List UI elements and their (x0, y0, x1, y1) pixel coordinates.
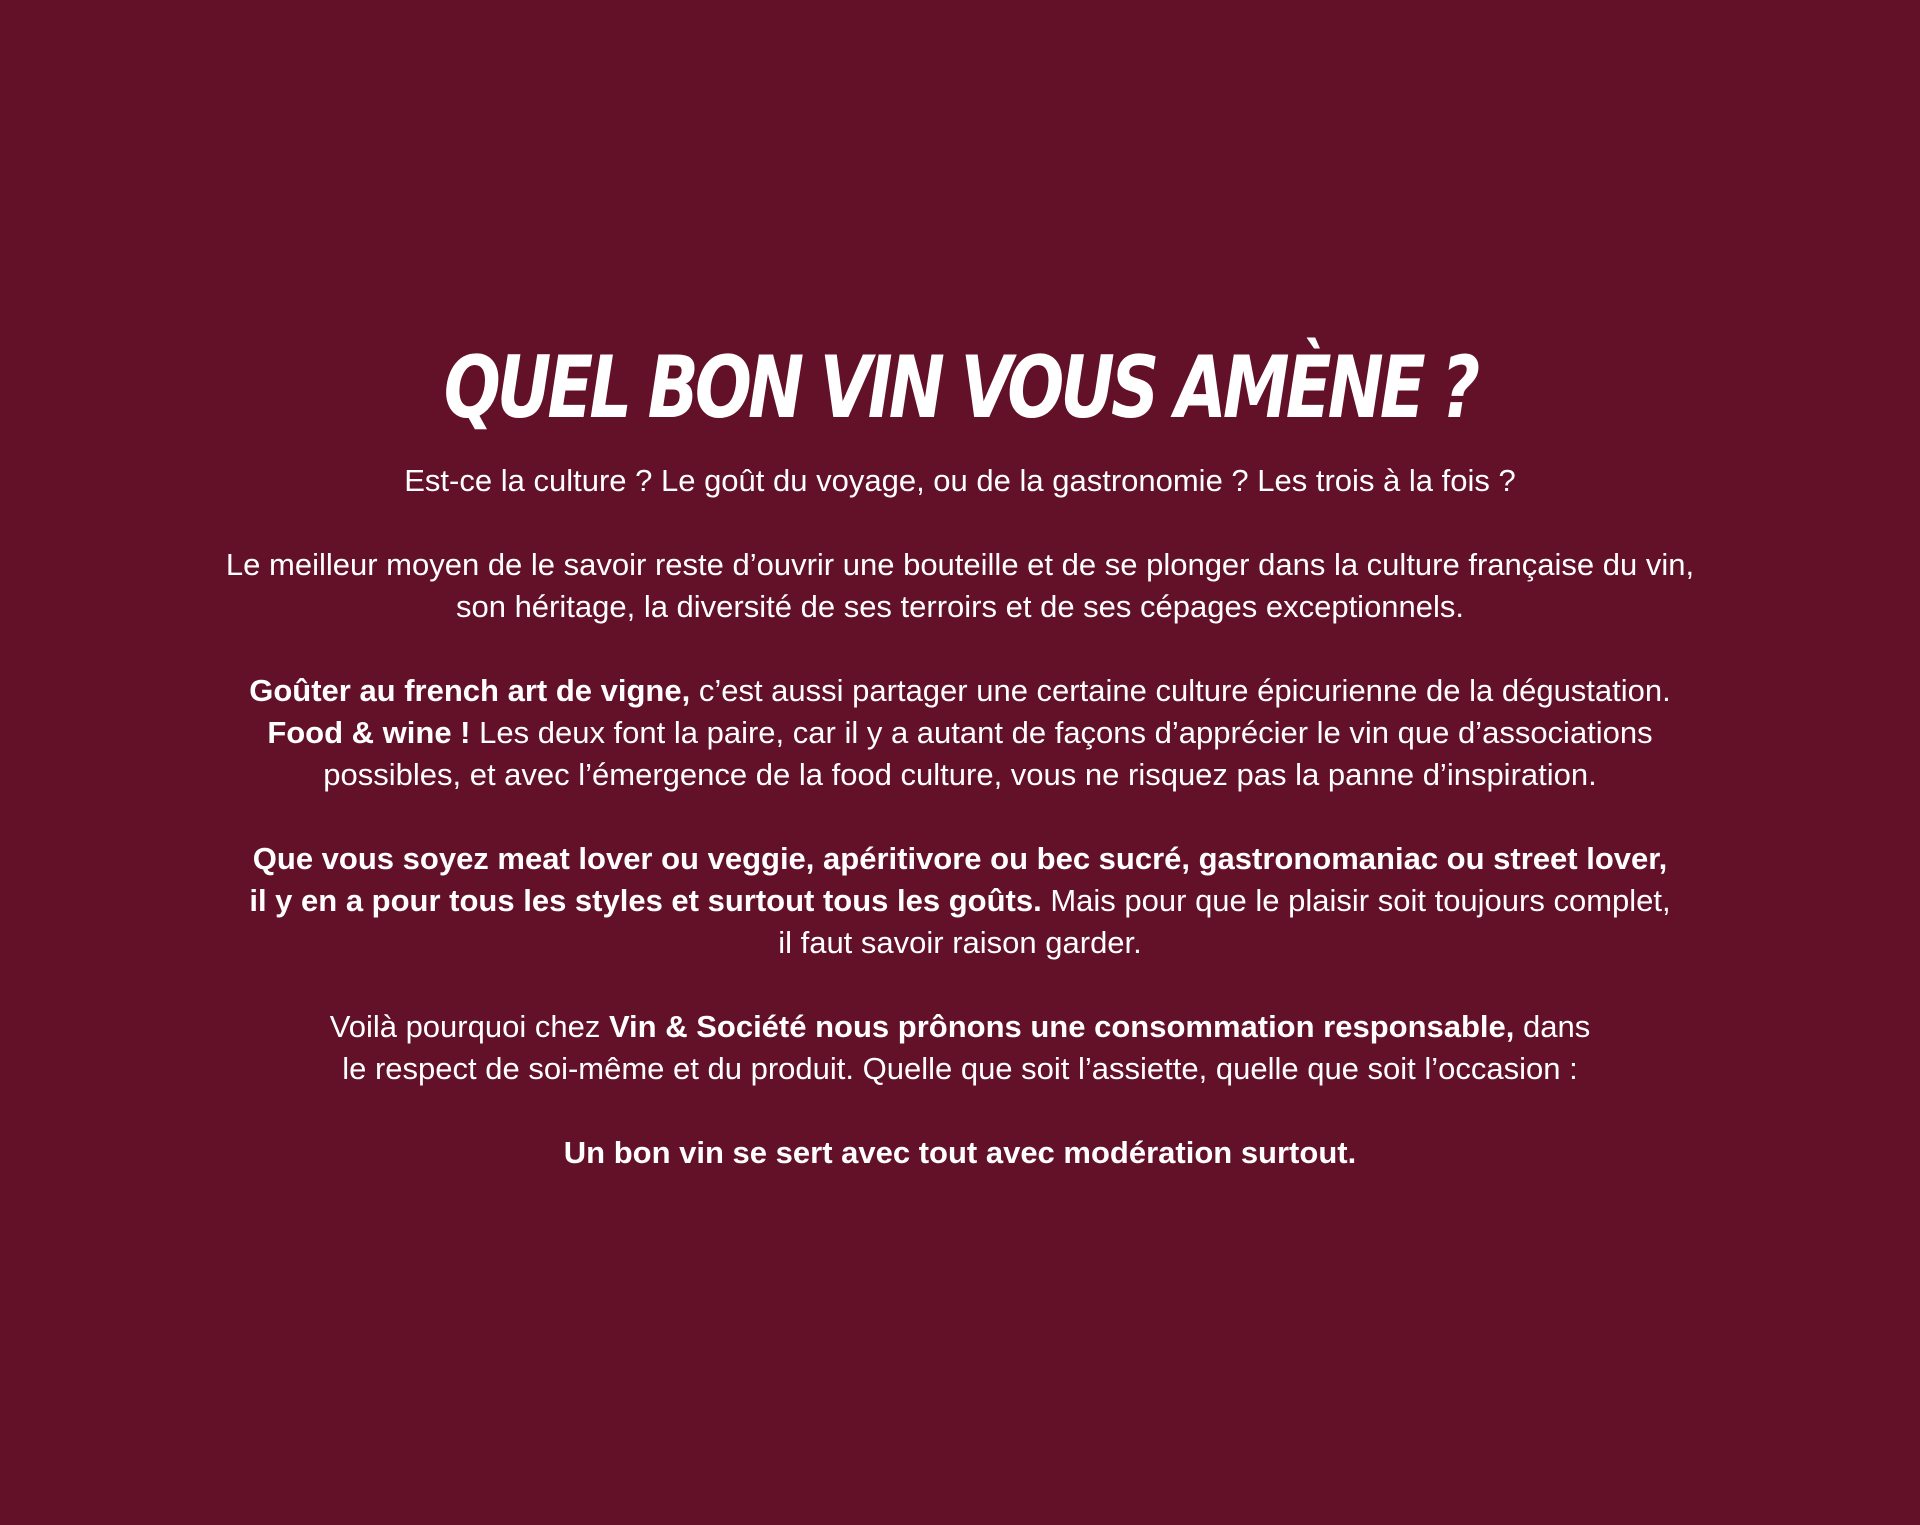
body-text: Mais pour que le plaisir soit toujours complet, (1041, 883, 1671, 918)
paragraph-heritage (0, 544, 1920, 628)
paragraph-styles-line-2 (0, 880, 1920, 922)
paragraph-styles-line-1: Que vous soyez meat lover ou veggie, apéritivore ou bec sucré, gastronomaniac ou street lover, (252, 841, 1668, 876)
body-text: Les deux font la paire, car il y a autant de façons d’apprécier le vin que d’associations (470, 715, 1653, 750)
paragraph-food-wine-line-1 (0, 670, 1920, 712)
paragraph-styles (0, 838, 1920, 964)
body-text: dans (1514, 1009, 1591, 1044)
body-text: Voilà pourquoi chez (329, 1009, 609, 1044)
paragraph-heritage-line-1: Le meilleur moyen de le savoir reste d’ouvrir une bouteille et de se plonger dans la culture française du vin, (225, 547, 1695, 582)
body-text: c’est aussi partager une certaine culture épicurienne de la dégustation. (690, 673, 1671, 708)
paragraph-responsible-line-2: le respect de soi-même et du produit. Quelle que soit l’assiette, quelle que soit l’occasion : (342, 1051, 1578, 1086)
paragraph-styles-line-3: il faut savoir raison garder. (778, 925, 1142, 960)
emphasis-text: Goûter au french art de vigne, (249, 673, 691, 708)
main-content (0, 338, 1920, 1174)
emphasis-text: Food & wine ! (267, 715, 471, 750)
emphasis-text: Vin & Société nous prônons une consommation responsable, (608, 1009, 1515, 1044)
paragraph-responsible-line-1 (0, 1006, 1920, 1048)
page-title: QUEL BON VIN VOUS AMÈNE ? (443, 338, 1477, 438)
paragraph-responsible (0, 1006, 1920, 1090)
paragraph-heritage-line-2: son héritage, la diversité de ses terroirs et de ses cépages exceptionnels. (455, 589, 1465, 624)
paragraph-food-wine (0, 670, 1920, 796)
closing-line: Un bon vin se sert avec tout avec modération surtout. (563, 1135, 1357, 1170)
emphasis-text: il y en a pour tous les styles et surtout tous les goûts. (249, 883, 1042, 918)
intro-line: Est-ce la culture ? Le goût du voyage, ou de la gastronomie ? Les trois à la fois ? (404, 463, 1516, 498)
closing-statement (0, 1132, 1920, 1174)
paragraph-food-wine-line-3: possibles, et avec l’émergence de la food culture, vous ne risquez pas la panne d’inspiration. (323, 757, 1597, 792)
paragraph-food-wine-line-2 (0, 712, 1920, 754)
intro-paragraph (0, 460, 1920, 502)
